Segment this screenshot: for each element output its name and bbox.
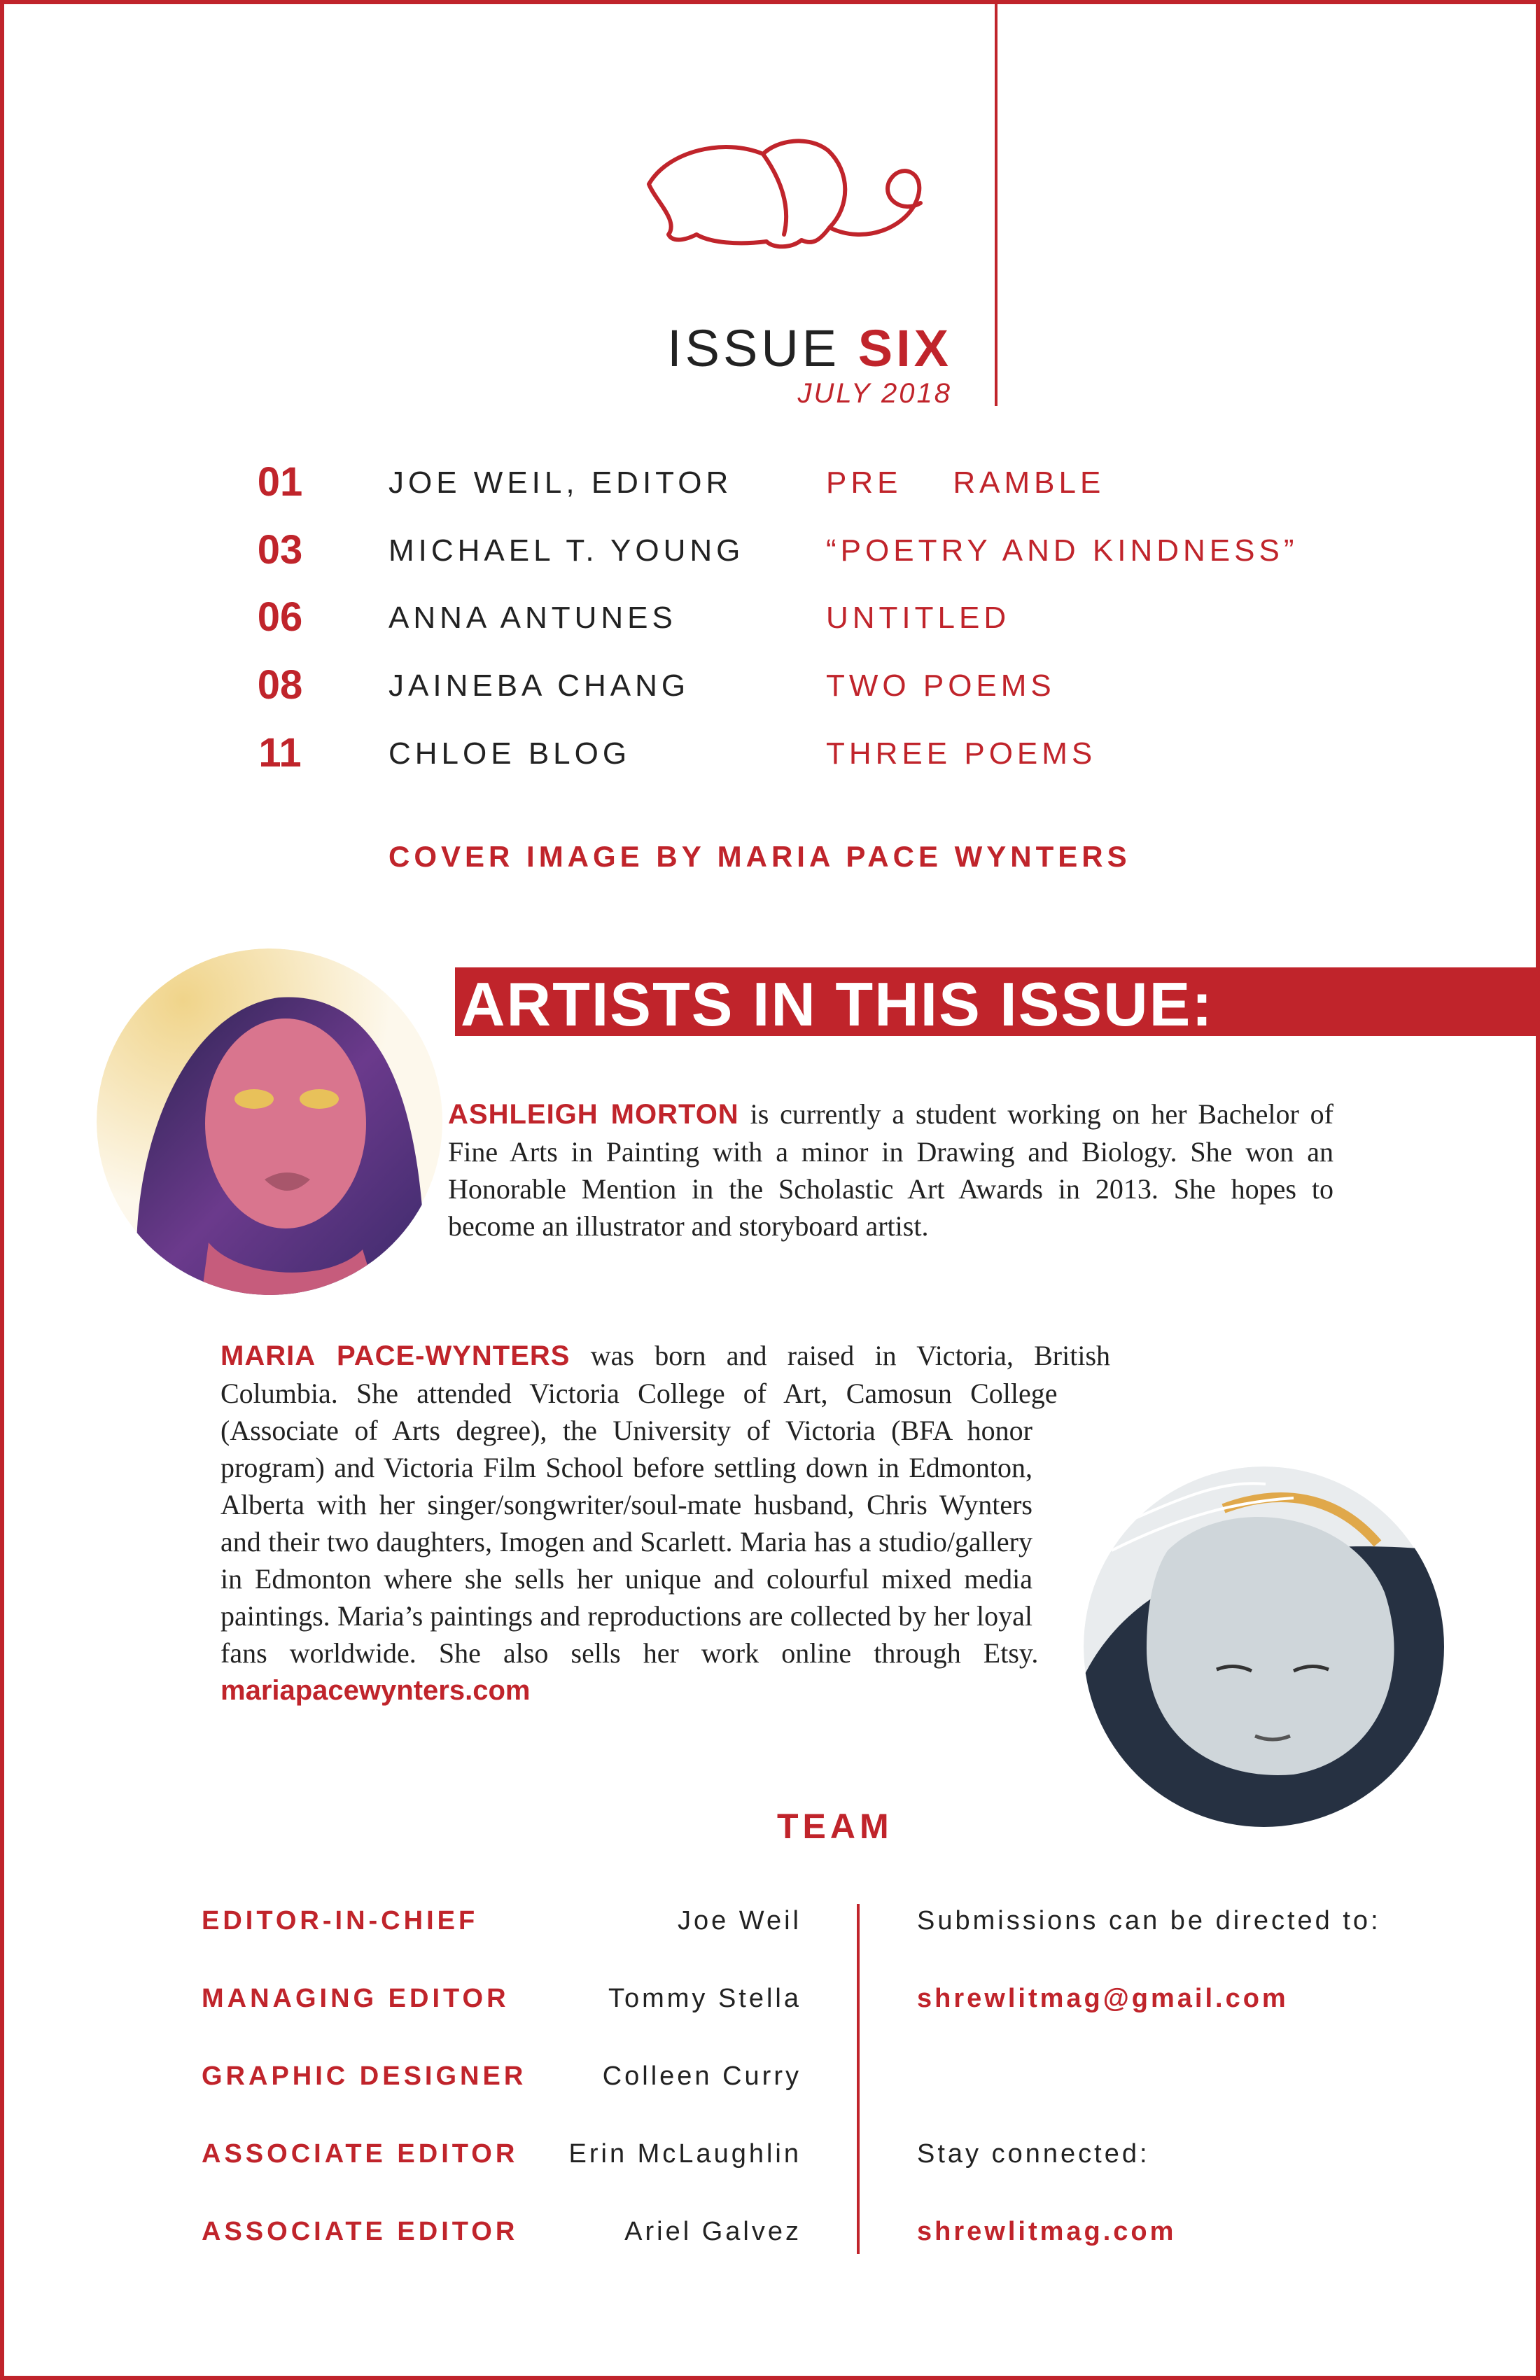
ashleigh-bio-text: is currently a student working on her Bachelor of Fine Arts in Painting with a minor in Drawing and Biology. She won an Honorable Mention in the Scholastic Art Awards in 2013. She hopes to become an illustrator and storyboard artist. bbox=[448, 1098, 1334, 1242]
artists-heading: ARTISTS IN THIS ISSUE: bbox=[461, 969, 1214, 1039]
ashleigh-portrait-image bbox=[97, 948, 443, 1295]
team-member-name: Tommy Stella bbox=[608, 1984, 802, 2013]
toc-author: JAINEBA CHANG bbox=[388, 668, 690, 703]
ashleigh-bio bbox=[448, 1096, 1334, 1245]
header-vertical-rule bbox=[995, 4, 997, 406]
team-member-name: Erin McLaughlin bbox=[568, 2139, 802, 2169]
toc-author: ANNA ANTUNES bbox=[388, 601, 677, 635]
team-divider bbox=[857, 1904, 860, 2254]
toc-title: THREE POEMS bbox=[826, 736, 1097, 771]
team-heading: TEAM bbox=[777, 1807, 893, 1846]
team-role: GRAPHIC DESIGNER bbox=[202, 2062, 527, 2091]
artists-banner bbox=[455, 967, 1536, 1039]
toc-author: CHLOE BLOG bbox=[388, 736, 631, 771]
maria-bio-text: was born and raised in Victoria, British Columbia. She attended Victoria College of Art, Camosun College (Associate of Arts degree), the University of Victoria (BFA honor program) and Victoria Film School before settling down in Edmonton, Alberta with her singer/songwriter/soul-mate husband, Chris Wynters and their two daughters, Imogen and Scarlett. Maria has a studio/gallery in Edmonton where she sells her unique and colourful mixed media paintings. Maria’s paintings and reproductions are collected by her loyal fans worldwide. She also sells her work online through Etsy. bbox=[220, 1340, 1111, 1669]
cover-credit: COVER IMAGE BY MARIA PACE WYNTERS bbox=[388, 840, 1131, 873]
website-link[interactable]: shrewlitmag.com bbox=[917, 2217, 1177, 2246]
shrew-logo-icon bbox=[640, 122, 955, 266]
issue-date: JULY 2018 bbox=[797, 378, 952, 409]
submissions-email-link[interactable]: shrewlitmag@gmail.com bbox=[917, 1984, 1289, 2013]
toc-title: “POETRY AND KINDNESS” bbox=[826, 533, 1298, 568]
toc-page-number: 03 bbox=[257, 527, 303, 573]
team-role: EDITOR-IN-CHIEF bbox=[202, 1906, 479, 1935]
maria-name: MARIA PACE-WYNTERS bbox=[220, 1340, 570, 1371]
submissions-label: Submissions can be directed to: bbox=[917, 1906, 1381, 1935]
team-role: MANAGING EDITOR bbox=[202, 1984, 510, 2013]
team-role: ASSOCIATE EDITOR bbox=[202, 2217, 519, 2246]
ashleigh-name: ASHLEIGH MORTON bbox=[448, 1099, 739, 1130]
toc-page-number: 01 bbox=[257, 459, 303, 505]
issue-title: ISSUE SIX bbox=[667, 319, 952, 377]
toc-page-number: 11 bbox=[258, 730, 302, 776]
toc-title: TWO POEMS bbox=[826, 668, 1056, 703]
toc-author: JOE WEIL, EDITOR bbox=[388, 465, 733, 500]
toc-page-number: 06 bbox=[257, 594, 303, 640]
connect-label: Stay connected: bbox=[917, 2139, 1150, 2169]
team-member-name: Colleen Curry bbox=[602, 2062, 802, 2091]
team-member-name: Ariel Galvez bbox=[624, 2217, 802, 2246]
toc-title: PRE RAMBLE bbox=[826, 465, 1105, 500]
maria-portrait-image bbox=[1084, 1466, 1444, 1827]
toc-page-number: 08 bbox=[257, 662, 303, 708]
toc-author: MICHAEL T. YOUNG bbox=[388, 533, 745, 568]
maria-website-link[interactable]: mariapacewynters.com bbox=[220, 1675, 531, 1706]
team-member-name: Joe Weil bbox=[677, 1906, 802, 1935]
toc-title: UNTITLED bbox=[826, 601, 1011, 635]
team-role: ASSOCIATE EDITOR bbox=[202, 2139, 519, 2169]
